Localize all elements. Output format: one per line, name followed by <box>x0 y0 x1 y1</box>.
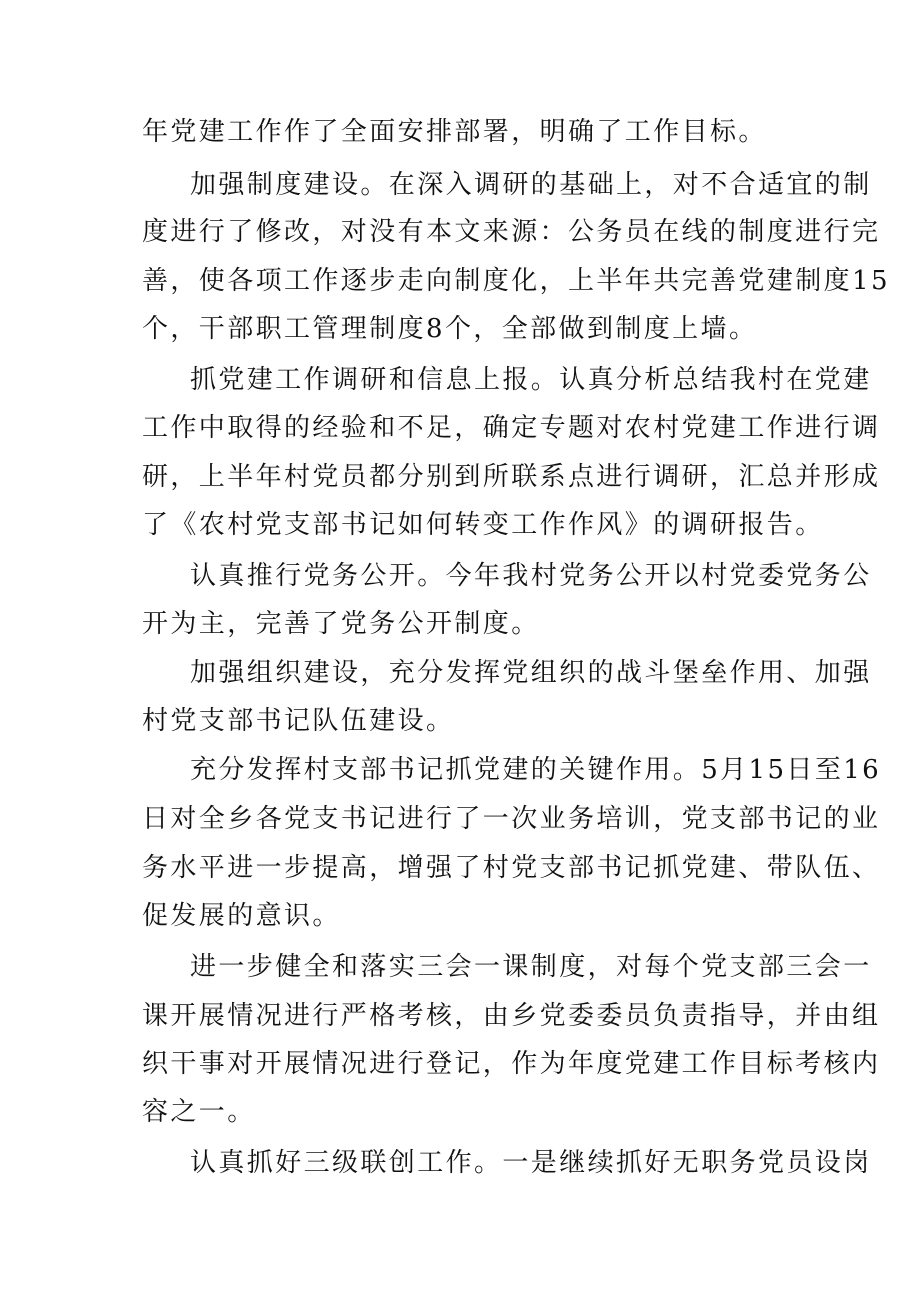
text-line: 务水平进一步提高，增强了村党支部书记抓党建、带队伍、 <box>142 853 881 883</box>
text-line: 认真抓好三级联创工作。一是继续抓好无职务党员设岗 <box>190 1148 872 1178</box>
text-line: 度进行了修改，对没有本文来源：公务员在线的制度进行完 <box>142 217 881 247</box>
text-line: 开为主，完善了党务公开制度。 <box>142 609 540 639</box>
text-line: 容之一。 <box>142 1097 256 1127</box>
text-line: 加强组织建设，充分发挥党组织的战斗堡垒作用、加强 <box>190 658 872 688</box>
text-line: 认真推行党务公开。今年我村党务公开以村党委党务公 <box>190 561 872 591</box>
text-line: 村党支部书记队伍建设。 <box>142 706 455 736</box>
text-line: 抓党建工作调研和信息上报。认真分析总结我村在党建 <box>190 365 872 395</box>
text-line: 研，上半年村党员都分别到所联系点进行调研，汇总并形成 <box>142 462 881 492</box>
text-line: 课开展情况进行严格考核，由乡党委委员负责指导，并由组 <box>142 1001 881 1031</box>
text-line: 善，使各项工作逐步走向制度化，上半年共完善党建制度15 <box>142 266 890 296</box>
text-line: 促发展的意识。 <box>142 901 341 931</box>
text-line: 织干事对开展情况进行登记，作为年度党建工作目标考核内 <box>142 1049 881 1079</box>
text-line: 了《农村党支部书记如何转变工作作风》的调研报告。 <box>142 510 824 540</box>
text-line: 个，干部职工管理制度8个，全部做到制度上墙。 <box>142 314 758 344</box>
text-line: 日对全乡各党支书记进行了一次业务培训，党支部书记的业 <box>142 804 881 834</box>
text-line: 年党建工作作了全面安排部署，明确了工作目标。 <box>142 117 767 147</box>
text-line: 进一步健全和落实三会一课制度，对每个党支部三会一 <box>190 952 872 982</box>
text-line: 工作中取得的经验和不足，确定专题对农村党建工作进行调 <box>142 413 881 443</box>
text-line: 加强制度建设。在深入调研的基础上，对不合适宜的制 <box>190 170 872 200</box>
text-line: 充分发挥村支部书记抓党建的关键作用。5月15日至16 <box>190 755 882 785</box>
